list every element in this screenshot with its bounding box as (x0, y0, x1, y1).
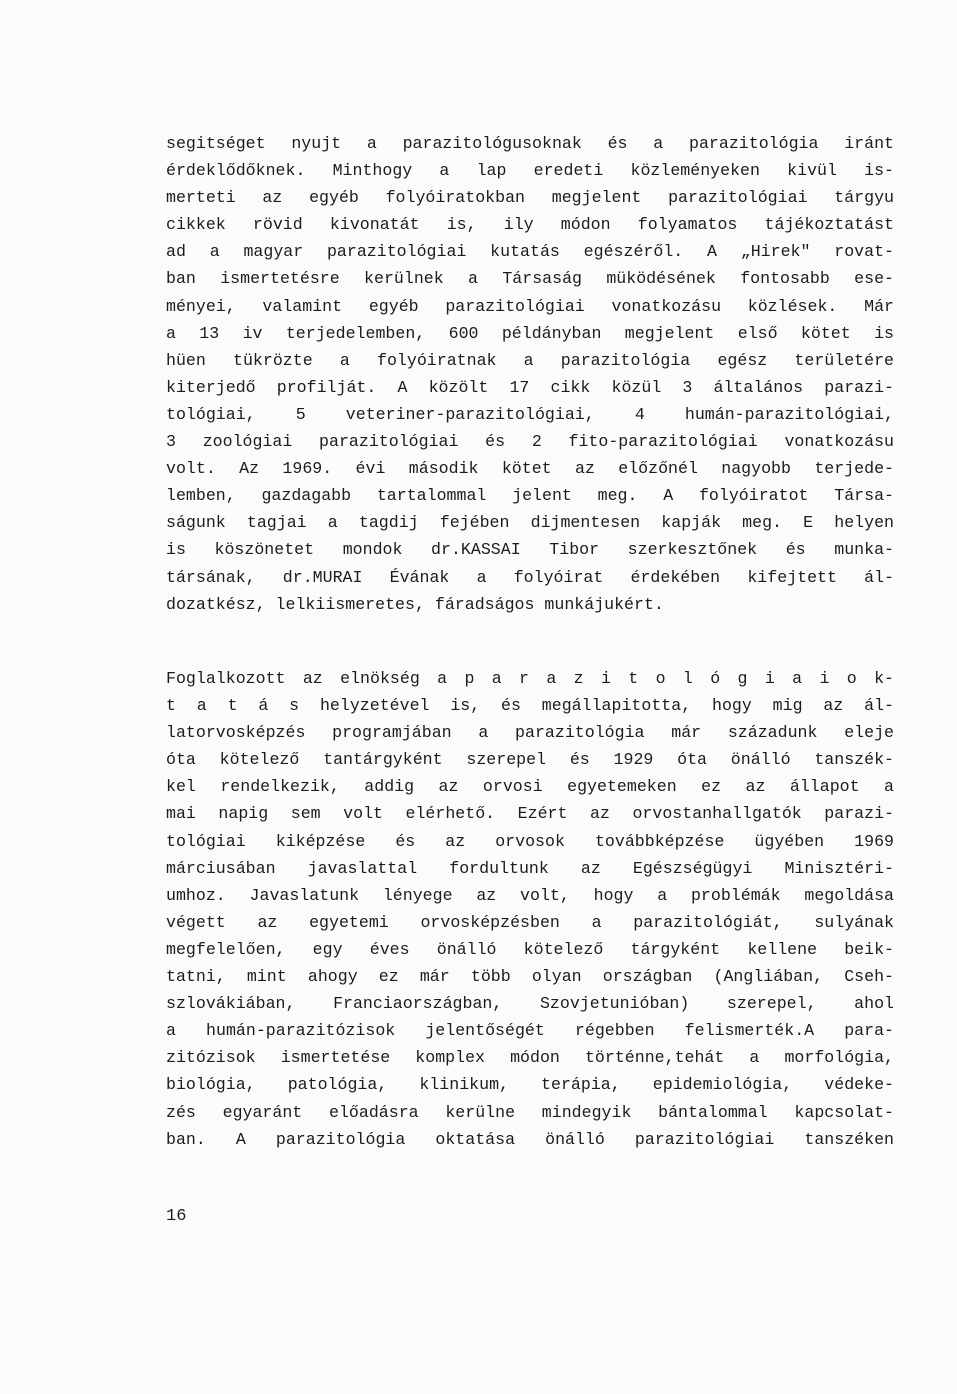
text-line: a humán-parazitózisok jelentőségét régebben felismerték.A para- (166, 1021, 894, 1041)
text-line: ban. A parazitológia oktatása önálló parazitológiai tanszéken (166, 1129, 894, 1149)
text-line: ságunk tagjai a tagdij fejében dijmentesen kapják meg. E helyen (166, 513, 894, 533)
text-line: Foglalkozott az elnökség a p a r a z i t o l ó g i a i o k- (166, 669, 894, 688)
text-line: tatni, mint ahogy ez már több olyan országban (Angliában, Cseh- (166, 967, 894, 987)
text-line: kiterjedő profilját. A közölt 17 cikk közül 3 általános parazi- (166, 377, 894, 397)
text-line: segitséget nyujt a parazitológusoknak és a parazitológia iránt (166, 134, 894, 153)
text-line: umhoz. Javaslatunk lényege az volt, hogy a problémák megoldása (166, 885, 894, 905)
text-line: szlovákiában, Franciaországban, Szovjetunióban) szerepel, ahol (166, 994, 894, 1014)
paragraph-1 (166, 130, 894, 618)
text-line: latorvosképzés programjában a parazitológia már századunk eleje (166, 723, 894, 743)
page-number: 16 (166, 1207, 187, 1226)
text-line: megfelelően, egy éves önálló kötelező tárgyként kellene beik- (166, 939, 894, 959)
text-line: a 13 iv terjedelemben, 600 példányban megjelent első kötet is (166, 323, 894, 343)
text-line: ad a magyar parazitológiai kutatás egészéről. A „Hirek" rovat- (166, 242, 894, 262)
text-line: hüen tükrözte a folyóiratnak a parazitológia egész területére (166, 350, 894, 370)
text-line: dozatkész, lelkiismeretes, fáradságos munkájukért. (166, 594, 664, 614)
text-line: végett az egyetemi orvosképzésben a parazitológiát, sulyának (166, 912, 894, 932)
text-line: óta kötelező tantárgyként szerepel és 1929 óta önálló tanszék- (166, 750, 894, 770)
text-line: cikkek rövid kivonatát is, ily módon folyamatos tájékoztatást (166, 215, 894, 235)
text-line: tológiai kiképzése és az orvosok továbbképzése ügyében 1969 (166, 831, 894, 851)
text-line: tológiai, 5 veteriner-parazitológiai, 4 humán-parazitológiai, (166, 404, 894, 424)
text-line: volt. Az 1969. évi második kötet az előzőnél nagyobb terjede- (166, 459, 894, 479)
text-line: kel rendelkezik, addig az orvosi egyetemeken ez az állapot a (166, 777, 894, 797)
text-line: biológia, patológia, klinikum, terápia, epidemiológia, védeke- (166, 1075, 894, 1095)
text-line: márciusában javaslattal fordultunk az Egészségügyi Minisztéri- (166, 858, 894, 878)
text-line: t a t á s helyzetével is, és megállapitotta, hogy mig az ál- (166, 696, 894, 716)
text-line: zitózisok ismertetése komplex módon történne,tehát a morfológia, (166, 1048, 894, 1068)
text-line: zés egyaránt előadásra kerülne mindegyik bántalommal kapcsolat- (166, 1102, 894, 1122)
text-line: ban ismertetésre kerülnek a Társaság müködésének fontosabb ese- (166, 269, 894, 289)
paragraph-2 (166, 665, 894, 1153)
text-line: társának, dr.MURAI Évának a folyóirat érdekében kifejtett ál- (166, 567, 894, 587)
text-line: mai napig sem volt elérhető. Ezért az orvostanhallgatók parazi- (166, 804, 894, 824)
text-line: ményei, valamint egyéb parazitológiai vonatkozásu közlések. Már (166, 296, 894, 316)
text-line: 3 zoológiai parazitológiai és 2 fito-parazitológiai vonatkozásu (166, 432, 894, 452)
text-line: merteti az egyéb folyóiratokban megjelent parazitológiai tárgyu (166, 188, 894, 208)
text-line: érdeklődőknek. Minthogy a lap eredeti közleményeken kivül is- (166, 161, 894, 181)
text-line: lemben, gazdagabb tartalommal jelent meg. A folyóiratot Társa- (166, 486, 894, 506)
text-line: is köszönetet mondok dr.KASSAI Tibor szerkesztőnek és munka- (166, 540, 894, 560)
